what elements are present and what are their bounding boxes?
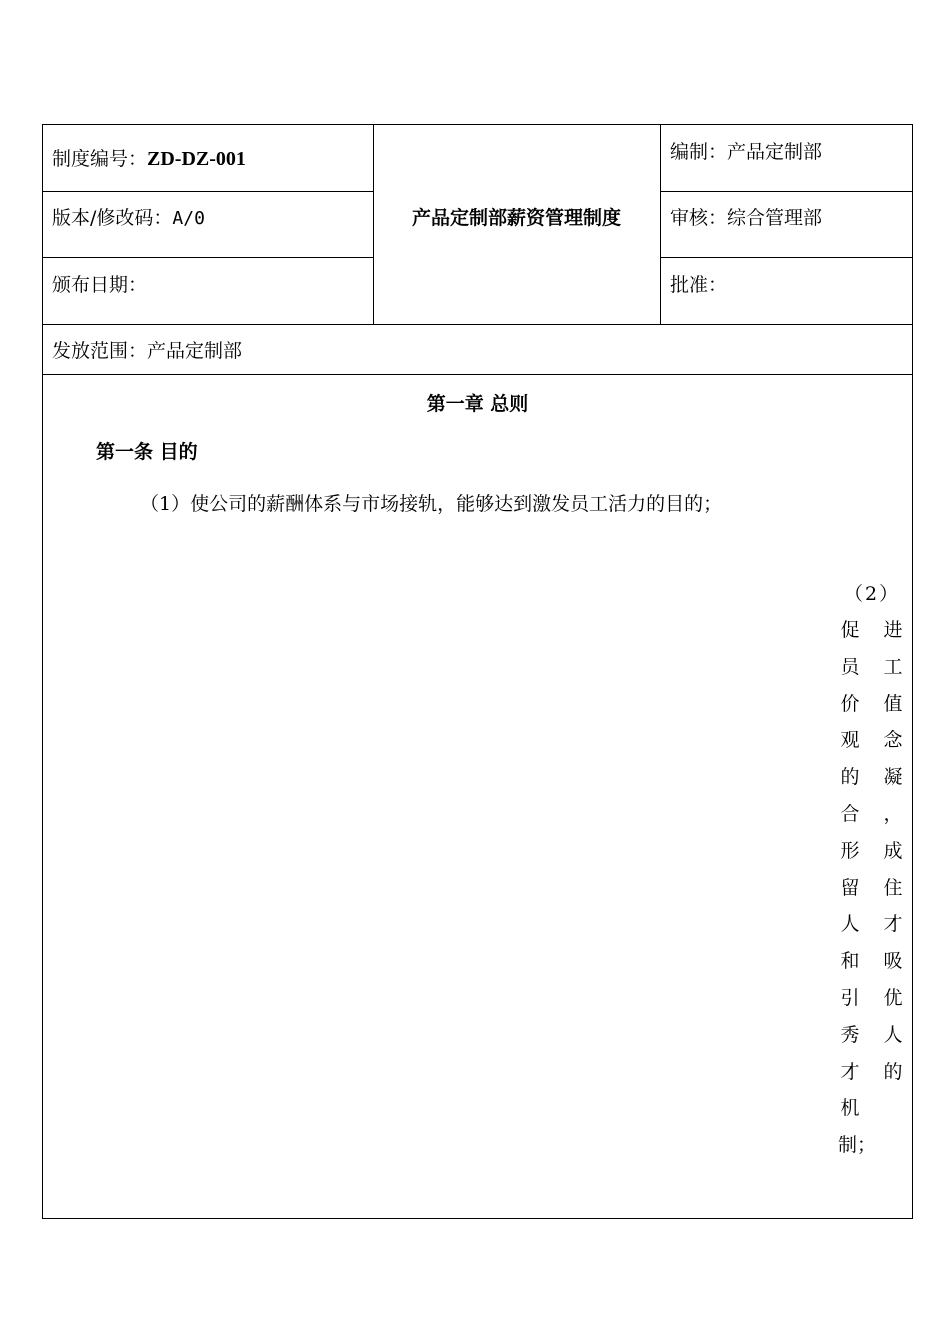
item-2-column-2-char: 进 (883, 619, 903, 641)
item-2-column-1-char: 引 (840, 986, 860, 1009)
header-divider-right (660, 124, 661, 324)
item-2-column-1-char: 秀 (840, 1023, 860, 1046)
item-2-column-2-char: 的 (883, 1060, 903, 1083)
item-2-column-2-char: 人 (883, 1023, 903, 1046)
item-2-column-1-char: 制； (838, 1134, 877, 1157)
article-item-1: （1）使公司的薪酬体系与市场接轨，能够达到激发员工活力的目的； (140, 493, 723, 515)
row-divider-1-right (660, 191, 913, 192)
item-2-column-1-char: 和 (840, 950, 860, 973)
item-2-column-1-char: 人 (840, 913, 860, 936)
article-title: 第一条 目的 (96, 441, 198, 463)
item-2-column-1-char: 的 (840, 766, 860, 789)
item-2-column-1-char: 合 (840, 802, 860, 825)
item-2-column-1-char: 观 (840, 729, 860, 752)
article-item-2-column-1 (838, 612, 877, 1164)
item-2-column-2-char: 成 (883, 839, 903, 862)
approved-by-field: 批准： (670, 274, 728, 296)
item-2-column-2-char: 吸 (883, 950, 903, 973)
chapter-title: 第一章 总则 (426, 393, 529, 415)
doc-number-label: 制度编号： (52, 148, 148, 170)
version-label: 版本/修改码： (52, 207, 173, 229)
article-item-2-column-2 (881, 612, 905, 1090)
version-value: A/0 (172, 208, 205, 229)
item-2-column-1-char: 价 (840, 692, 860, 715)
item-2-column-2-char: 住 (883, 876, 903, 899)
item-2-column-1-char: 机 (840, 1097, 860, 1120)
row-divider-1-left (42, 191, 373, 192)
item-2-column-2-char: 值 (883, 692, 903, 715)
version-field (52, 206, 205, 231)
item-2-column-1-char: 促 (840, 619, 860, 641)
distribution-field: 发放范围：产品定制部 (52, 340, 243, 362)
item-2-column-2-char: 工 (883, 655, 903, 678)
doc-number-value: ZD-DZ-001 (147, 148, 246, 170)
item-2-column-1-char: 才 (840, 1060, 860, 1083)
item-2-column-1-char: 留 (840, 876, 860, 899)
header-bottom-divider (42, 324, 913, 325)
item-2-column-2-char: 念 (883, 729, 903, 752)
item-2-column-1-char: 形 (840, 839, 860, 862)
publish-date-field: 颁布日期： (52, 274, 148, 296)
article-item-2-number: （2） (844, 583, 901, 605)
distribution-bottom-divider (42, 374, 913, 375)
document-title: 产品定制部薪资管理制度 (411, 207, 621, 229)
item-2-column-2-char: ， (883, 802, 903, 825)
row-divider-2-left (42, 257, 373, 258)
item-2-column-1-char: 员 (840, 655, 860, 678)
item-2-column-2-char: 凝 (883, 766, 903, 789)
document-frame (42, 124, 913, 1219)
item-2-column-2-char: 优 (883, 986, 903, 1009)
row-divider-2-right (660, 257, 913, 258)
doc-number-field (52, 147, 246, 171)
compiled-by-field: 编制：产品定制部 (670, 141, 823, 163)
reviewed-by-field: 审核：综合管理部 (670, 207, 823, 229)
item-2-column-2-char: 才 (883, 913, 903, 936)
